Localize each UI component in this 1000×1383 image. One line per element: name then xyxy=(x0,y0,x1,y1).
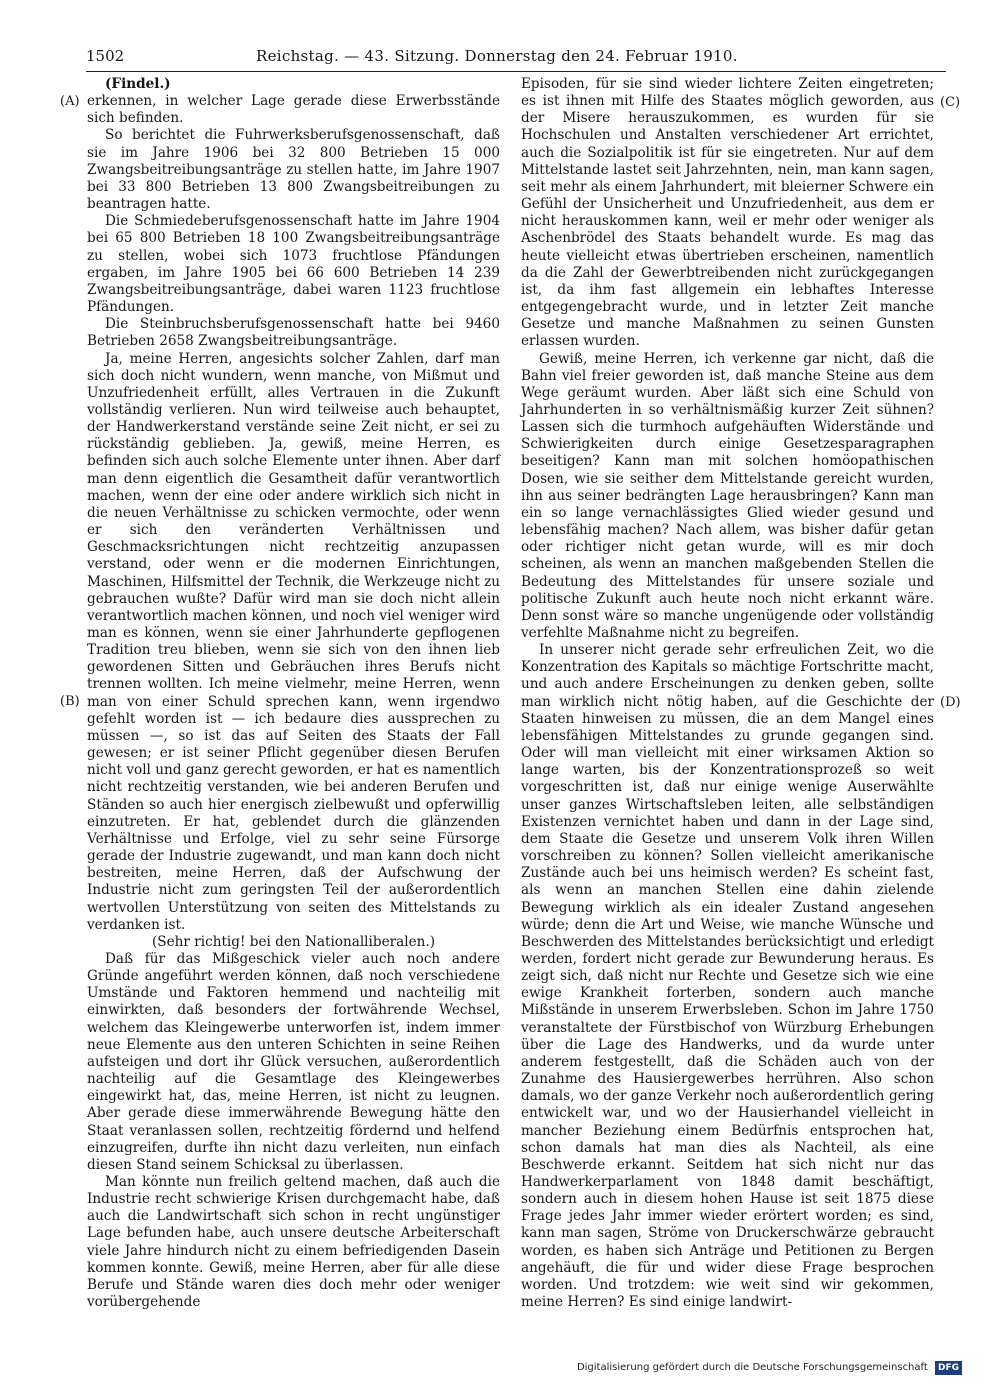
paragraph: Episoden, für sie sind wieder lichtere Zeiten eingetreten; es ist ihnen mit Hilfe des Staates möglich geworden, aus der Misere herauszukommen, es wurden für sie Hochschulen und Anstalten verschiedener Art errichtet, auch die Sozialpolitik ist für sie eingetreten. Nur auf dem Mittelstande lastet seit Jahrzehnten, nein, man kann sagen, seit mehr als einem Jahrhundert, mit bleierner Schwere ein Gefühl der Unsicherheit und Unzufriedenheit, aus dem er nicht herauskommen kann, weil er mehr oder weniger als Aschenbrödel des Staats behandelt wurde. Es mag das heute vielleicht etwas übertrieben erscheinen, namentlich da die Zahl der Gewerbtreibenden nicht zurückgegangen ist, da ihm fast allgemein ein lebhaftes Interesse entgegengebracht wurde, und in letzter Zeit manche Gesetze und manche Maßnahmen zu seinen Gunsten erlassen wurden. xyxy=(521,76,934,350)
paragraph: Ja, meine Herren, angesichts solcher Zahlen, darf man sich doch nicht wundern, wenn manche, von Mißmut und Unzufriedenheit erfüllt, alles Vertrauen in die Zukunft vollständig verlieren. Nun wird teilweise auch behauptet, der Handwerkerstand verstände seine Zeit nicht, er sei zu rückständig geblieben. Ja, gewiß, meine Herren, es befinden sich auch solche Elemente unter ihnen. Aber darf man denn eigentlich die Gesamtheit dafür verantwortlich machen, wenn der eine oder andere wirklich sich nicht in die neuen Verhältnisse zu schicken vermochte, oder wenn er sich den veränderten Verhältnissen und Geschmacksrichtungen nicht rechtzeitig anzupassen verstand, oder wenn er die modernen Einrichtungen, Maschinen, Hilfsmittel der Technik, die Werkzeuge nicht zu gebrauchen wußte? Dafür wird man sie doch nicht allein verantwortlich machen können, und noch viel weniger wird man es können, wenn sie einer Jahrhunderte gepflogenen Tradition treu blieben, wenn sie sich von den ihnen lieb gewordenen Sitten und Gebräuchen ihres Berufs nicht trennen wollten. Ich meine vielmehr, meine Herren, wenn man von einer Schuld sprechen kann, wenn irgendwo gefehlt worden ist — ich bedaure dies aussprechen zu müssen —, so ist das auf Seiten des Staats der Fall gewesen; er ist seiner Pflicht gegenüber diesen Berufen nicht voll und ganz gerecht geworden, er hat es namentlich nicht rechtzeitig verstanden, wie bei anderen Berufen und Ständen so auch hier energisch zielbewußt und opferwillig einzutreten. Er hat, geblendet durch die glänzenden Verhältnisse und Erfolge, viel zu sehr seine Fürsorge gerade der Industrie zugewandt, und man kann doch nicht bestreiten, meine Herren, daß der Aufschwung der Industrie nicht zum geringsten Teil der außerordentlich wertvollen Unterstützung von seiten des Mittelstands zu verdanken ist. xyxy=(87,350,500,933)
speaker-label: (Findel.) xyxy=(105,76,171,92)
paragraph: In unserer nicht gerade sehr erfreulichen Zeit, wo die Konzentration des Kapitals so mächtige Fortschritte macht, und auch andere Erscheinungen zu denken geben, sollte man wirklich nicht nötig haben, auf die Geschichte der Staaten hinweisen zu müssen, die an dem Mangel eines lebensfähigen Mittelstandes zu grunde gegangen sind. Oder will man vielleicht mit einer wirksamen Aktion so lange warten, bis der Konzentrationsprozeß so weit vorgeschritten ist, daß nur einige wenige Auserwählte unser ganzes Wirtschaftsleben leiten, alle selbständigen Existenzen vernichtet haben und dann in der Lage sind, dem Staate die Gesetze und unserem Volk ihren Willen vorschreiben zu können? Sollen vielleicht amerikanische Zustände auch bei uns heimisch werden? Es scheint fast, als wenn an manchen Stellen eine dahin zielende Bewegung wirklich als ein idealer Zustand angesehen würde; denn die Art und Weise, wie manche Wünsche und Beschwerden des Mittelstandes berücksichtigt und erledigt werden, fordert nicht gerade zur Bewunderung heraus. Es zeigt sich, daß nicht nur Rechte und Gesetze sich wie eine ewige Krankheit forterben, sondern auch manche Mißstände in unserem Erwerbsleben. Schon im Jahre 1750 veranstaltete der Fürstbischof von Würzburg Erhebungen über die Lage des Handwerks, und da wurde unter anderem festgestellt, daß die Schäden auch von der Zunahme des Hausiergewerbes herrühren. Also schon damals, wo der ganze Verkehr noch außerordentlich gering entwickelt war, und wo der Hausierhandel vielleicht in mancher Beziehung einem Bedürfnis entsprochen hat, schon damals hat man dies als Nachteil, als eine Beschwerde erkannt. Seitdem hat sich nicht nur das Handwerkerparlament von 1848 damit beschäftigt, sondern auch in diesem hohen Hause ist seit 1875 diese Frage jedes Jahr immer wieder erörtert worden; es sind, kann man sagen, Ströme von Druckerschwärze gebraucht worden, es haben sich Anträge und Petitionen zu Bergen angehäuft, die für und wider diese Frage besprochen worden. Und trotzdem: wie weit sind wir gekommen, meine Herren? Es sind einige landwirt- xyxy=(521,642,934,1311)
paragraph: Man könnte nun freilich geltend machen, daß auch die Industrie recht schwierige Krisen durchgemacht habe, daß auch die Landwirtschaft sich schon in recht ungünstiger Lage befunden habe, auch unsere deutsche Arbeiterschaft viele Jahre hindurch nicht zu einem befriedigenden Dasein kommen konnte. Gewiß, meine Herren, aber für alle diese Berufe und Stände waren dies doch mehr oder weniger vorübergehende xyxy=(87,1174,500,1311)
paragraph: Daß für das Mißgeschick vieler auch noch andere Gründe angeführt werden können, daß noch verschiedene Umstände und Faktoren hemmend und nachteilig mit einwirkten, daß besonders der fortwährende Wechsel, welchem das Kleingewerbe unterworfen ist, indem immer neue Elemente aus den unteren Schichten in seine Reihen aufsteigen und dort ihr Glück versuchen, außerordentlich nachteilig auf die Gesamtlage des Kleingewerbes eingewirkt hat, das, meine Herren, ist nicht zu leugnen. Aber gerade diese immerwährende Bewegung hätte den Staat veranlassen sollen, rechtzeitig fördernd und helfend einzugreifen, durfte ihn nicht dazu verleiten, nun einfach diesen Stand seinem Schicksal zu überlassen. xyxy=(87,950,500,1173)
page-number: 1502 xyxy=(86,47,125,65)
page-header xyxy=(86,44,946,68)
left-column xyxy=(87,76,500,1311)
paragraph: erkennen, in welcher Lage gerade diese Erwerbsstände sich befinden. xyxy=(87,93,500,127)
margin-mark-c: (C) xyxy=(940,95,961,110)
margin-mark-a: (A) xyxy=(60,94,80,109)
paragraph: Gewiß, meine Herren, ich verkenne gar nicht, daß die Bahn viel freier geworden ist, daß manche Steine aus dem Wege geräumt wurden. Aber läßt sich eine Schuld von Jahrhunderten in so verhältnismäßig kurzer Zeit sühnen? Lassen sich die turmhoch aufgehäuften Widerstände und Schwierigkeiten durch einige Gesetzesparagraphen beseitigen? Kann man mit solchen homöopathischen Dosen, wie sie seither dem Mittelstande gereicht wurden, ihn aus seiner bedrängten Lage herausbringen? Kann man ein so lange vernachlässigtes Glied wieder gesund und lebensfähig machen? Nach allem, was bisher dafür getan oder richtiger nicht getan wurde, will es mir doch scheinen, als wenn an manchen maßgebenden Stellen die Bedeutung des Mittelstandes für unsere soziale und politische Zukunft auch heute noch nicht erkannt wäre. Denn sonst wäre so manche ungenügende oder vollständig verfehlte Maßnahme nicht zu begreifen. xyxy=(521,350,934,641)
footer-text: Digitalisierung gefördert durch die Deutsche Forschungsgemeinschaft xyxy=(576,1362,928,1373)
margin-mark-d: (D) xyxy=(940,695,961,710)
paragraph: Die Schmiedeberufsgenossenschaft hatte im Jahre 1904 bei 65 800 Betrieben 18 100 Zwangsbeitreibungsanträge zu stellen, wobei sich 1073 fruchtlose Pfändungen ergaben, im Jahre 1905 bei 66 600 Betrieben 14 239 Zwangsbeitreibungsanträge, dabei waren 1123 fruchtlose Pfändungen. xyxy=(87,213,500,316)
header-rule xyxy=(86,71,946,72)
paragraph: So berichtet die Fuhrwerksberufsgenossenschaft, daß sie im Jahre 1906 bei 32 800 Betrieben 15 000 Zwangsbeitreibungsanträge zu stellen hatte, im Jahre 1907 bei 33 800 Betrieben 13 800 Zwangsbeitreibungen zu beantragen hatte. xyxy=(87,127,500,213)
margin-mark-b: (B) xyxy=(60,694,80,709)
interjection: (Sehr richtig! bei den Nationalliberalen.) xyxy=(152,933,435,950)
running-title: Reichstag. — 43. Sitzung. Donnerstag den 24. Februar 1910. xyxy=(256,47,738,65)
paragraph: Die Steinbruchsberufsgenossenschaft hatte bei 9460 Betrieben 2658 Zwangsbeitreibungsanträge. xyxy=(87,316,500,350)
dfg-logo: DFG xyxy=(935,1361,962,1375)
right-column xyxy=(521,76,934,1311)
digitization-footer xyxy=(577,1361,962,1375)
